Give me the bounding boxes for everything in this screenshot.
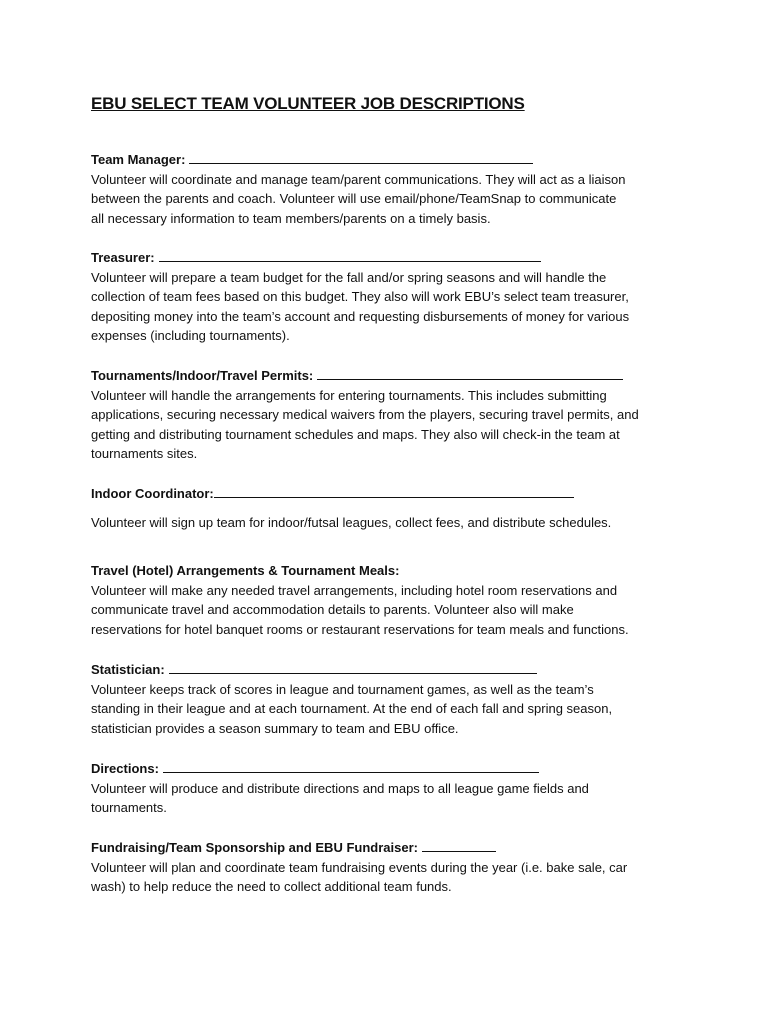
description-line: getting and distributing tournament schedules and maps. They also will check-in the team at — [91, 426, 620, 442]
description-line: collection of team fees based on this budget. They also will work EBU’s select team treasurer, — [91, 289, 629, 304]
document-title: EBU SELECT TEAM VOLUNTEER JOB DESCRIPTIONS — [91, 94, 525, 113]
section-heading: Tournaments/Indoor/Travel Permits: — [91, 368, 314, 383]
section-heading: Team Manager: — [91, 152, 186, 167]
description-line: tournaments sites. — [91, 446, 198, 461]
signup-blank-line[interactable] — [163, 761, 539, 773]
signup-blank-line[interactable] — [317, 368, 623, 380]
description-line: Volunteer will produce and distribute directions and maps to all league game fields and — [91, 780, 589, 796]
description-line: Volunteer will handle the arrangements for entering tournaments. This includes submitting — [91, 387, 607, 403]
description-line: Volunteer will plan and coordinate team fundraising events during the year (i.e. bake sale, car — [91, 859, 628, 875]
section-travel-arrangements — [91, 561, 691, 639]
signup-blank-line[interactable] — [422, 840, 496, 852]
description-line: Volunteer will coordinate and manage team/parent communications. They will act as a liaison — [91, 171, 626, 187]
section-directions — [91, 759, 691, 818]
description-line: expenses (including tournaments). — [91, 328, 290, 343]
signup-blank-line[interactable] — [159, 250, 541, 262]
section-heading: Statistician: — [91, 662, 165, 677]
description-line: Volunteer will make any needed travel arrangements, including hotel room reservations and — [91, 582, 618, 598]
section-statistician — [91, 660, 691, 738]
signup-blank-line[interactable] — [189, 152, 533, 164]
section-team-manager — [91, 150, 691, 228]
description-line: statistician provides a season summary to team and EBU office. — [91, 720, 459, 736]
section-indoor-coordinator — [91, 484, 691, 532]
description-line: Volunteer keeps track of scores in league and tournament games, as well as the team’s — [91, 681, 594, 697]
description-line: reservations for hotel banquet rooms or restaurant reservations for team meals and functions. — [91, 621, 629, 637]
section-heading: Indoor Coordinator: — [91, 486, 214, 501]
signup-blank-line[interactable] — [214, 486, 574, 498]
description-line: applications, securing necessary medical waivers from the players, securing travel permits, and — [91, 407, 639, 422]
section-heading: Treasurer: — [91, 250, 155, 265]
section-tournaments-permits — [91, 366, 691, 464]
description-line: communicate travel and accommodation details to parents. Volunteer also will make — [91, 602, 574, 617]
section-fundraising — [91, 838, 691, 897]
section-treasurer — [91, 248, 691, 346]
section-heading: Travel (Hotel) Arrangements & Tournament Meals: — [91, 563, 400, 578]
description-line: Volunteer will prepare a team budget for the fall and/or spring seasons and will handle the — [91, 269, 607, 285]
section-heading: Directions: — [91, 761, 159, 776]
description-line: Volunteer will sign up team for indoor/futsal leagues, collect fees, and distribute schedules. — [91, 514, 612, 530]
description-line: all necessary information to team members/parents on a timely basis. — [91, 210, 491, 226]
description-line: tournaments. — [91, 800, 167, 815]
signup-blank-line[interactable] — [169, 662, 537, 674]
description-line: wash) to help reduce the need to collect additional team funds. — [91, 879, 452, 894]
description-line: depositing money into the team’s account and requesting disbursements of money for various — [91, 308, 630, 324]
description-line: standing in their league and at each tournament. At the end of each fall and spring season, — [91, 701, 613, 716]
description-line: between the parents and coach. Volunteer will use email/phone/TeamSnap to communicate — [91, 191, 617, 206]
section-heading: Fundraising/Team Sponsorship and EBU Fundraiser: — [91, 840, 418, 855]
